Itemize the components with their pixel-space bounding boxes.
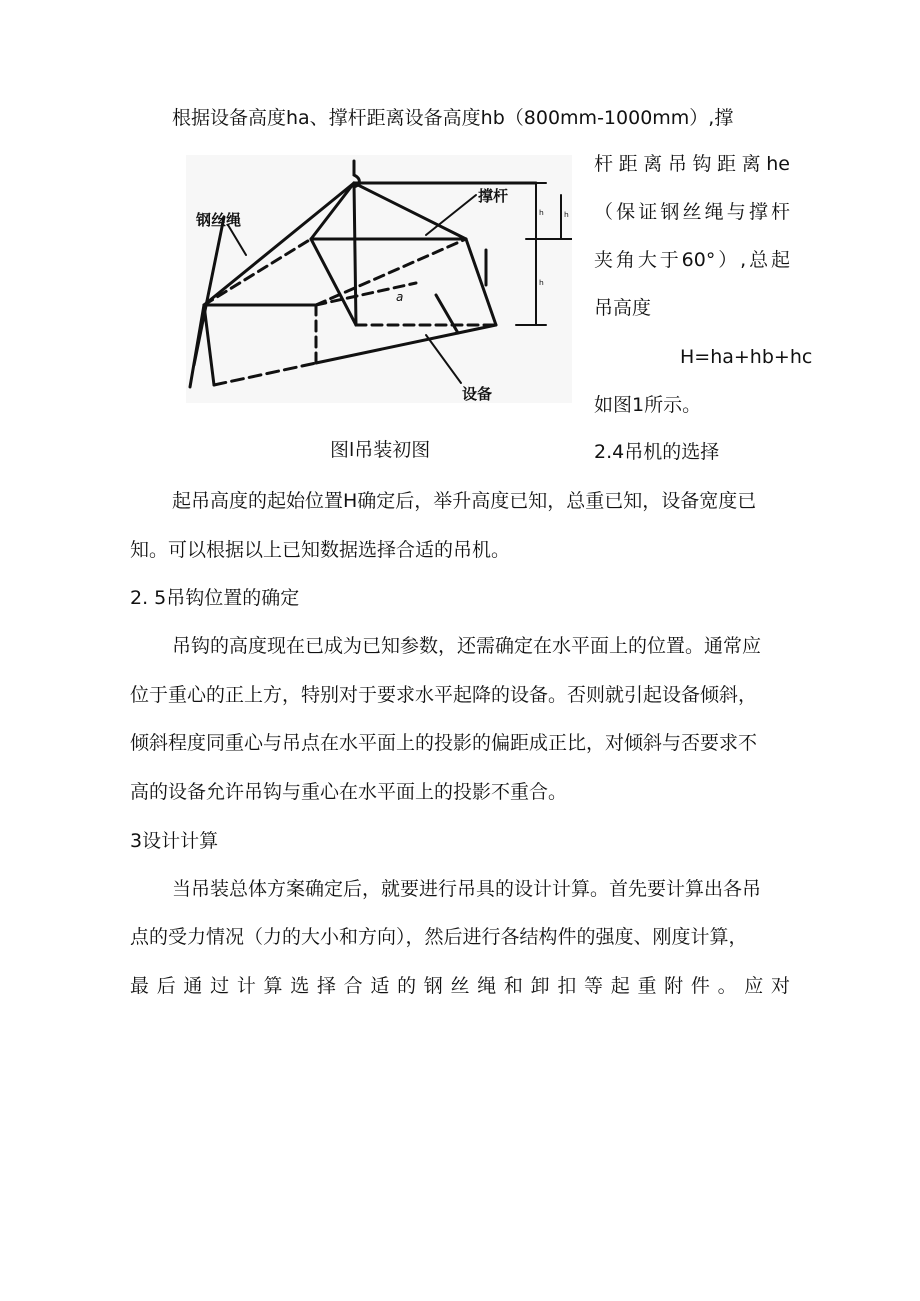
paragraph-line: 根据设备高度ha、撑杆距离设备高度hb（800mm-1000mm）,撑	[172, 107, 734, 129]
label-dim-hc: ₕ	[539, 204, 544, 218]
lifting-diagram	[186, 155, 572, 403]
paragraph-line: 吊钩的高度现在已成为已知参数，还需确定在水平面上的位置。通常应	[172, 635, 762, 657]
paragraph-line: 位于重心的正上方，特别对于要求水平起降的设备。否则就引起设备倾斜，	[130, 684, 758, 706]
label-dim-hb: ₕ	[539, 274, 544, 288]
paragraph-line: 夹角大于60°）,总起	[594, 249, 790, 271]
figure-caption: 图l吊装初图	[330, 439, 431, 461]
section-heading-3: 3设计计算	[130, 830, 219, 852]
paragraph-line: 当吊装总体方案确定后，就要进行吊具的设计计算。首先要计算出各吊	[172, 878, 762, 900]
paragraph-line: 倾斜程度同重心与吊点在水平面上的投影的偏距成正比，对倾斜与否要求不	[130, 732, 758, 754]
label-rope: 钢丝绳	[196, 211, 242, 229]
label-dim-total: ₕ	[564, 206, 569, 220]
label-equipment: 设备	[462, 385, 493, 403]
paragraph-line: 起吊高度的起始位置H确定后，举升高度已知，总重已知，设备宽度已	[172, 490, 757, 512]
formula: H=ha+hb+hc	[680, 346, 813, 368]
paragraph-line: （保证钢丝绳与撑杆	[594, 201, 790, 223]
paragraph-line: 吊高度	[594, 297, 652, 319]
paragraph-line: 最后通过计算选择合适的钢丝绳和卸扣等起重附件。应对	[130, 975, 790, 997]
paragraph-line: 点的受力情况（力的大小和方向），然后进行各结构件的强度、刚度计算，	[130, 926, 748, 948]
section-heading-2-5: 2. 5吊钩位置的确定	[130, 587, 300, 609]
section-heading-2-4: 2.4吊机的选择	[594, 441, 720, 463]
paragraph-line: 高的设备允许吊钩与重心在水平面上的投影不重合。	[130, 781, 568, 803]
paragraph-line: 杆距离吊钩距离he	[594, 153, 790, 175]
paragraph-line: 知。可以根据以上已知数据选择合适的吊机。	[130, 539, 511, 561]
paragraph-line: 如图1所示。	[594, 394, 702, 416]
label-strut: 撑杆	[478, 187, 509, 205]
label-center: a	[396, 290, 404, 304]
